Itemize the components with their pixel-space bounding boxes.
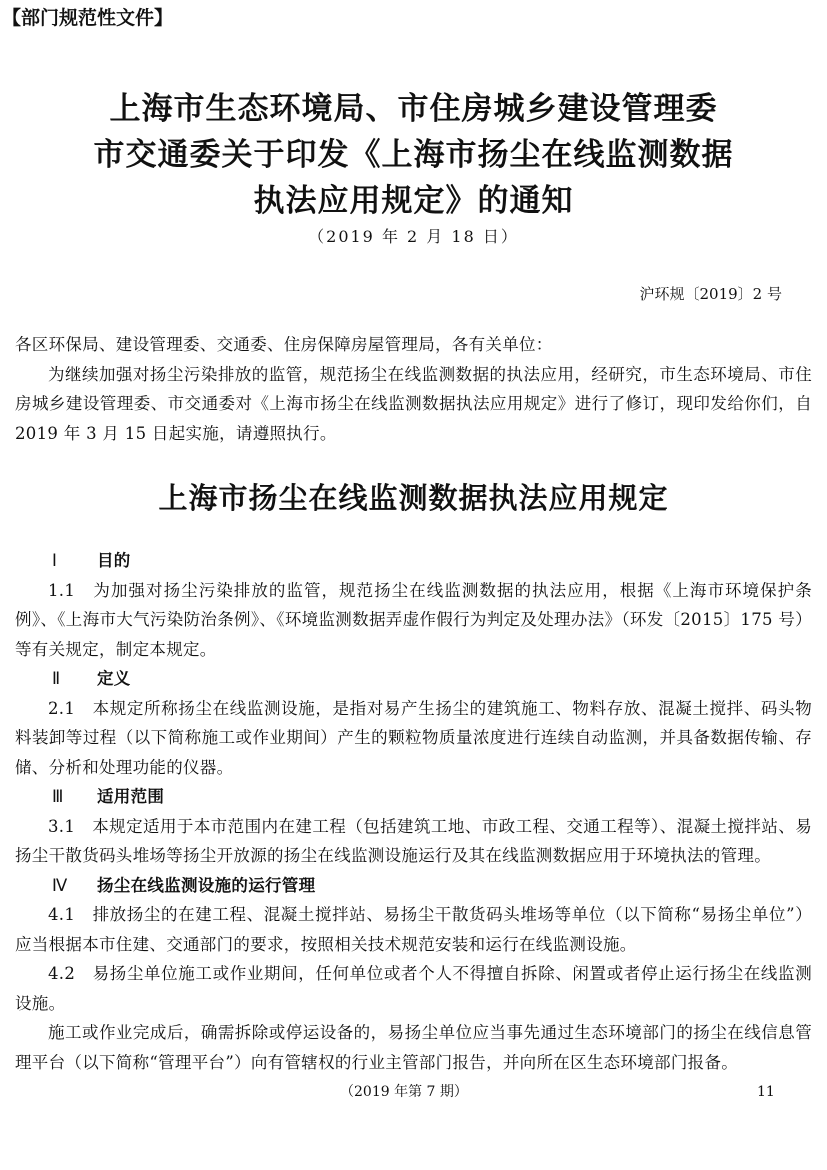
page-number: 11 <box>757 1084 775 1100</box>
section-title: 定义 <box>97 669 131 688</box>
regulation-title: 上海市扬尘在线监测数据执法应用规定 <box>158 481 669 515</box>
title-line: 执法应用规定》的通知 <box>253 183 574 219</box>
document-number: 沪环规〔2019〕2 号 <box>639 285 782 303</box>
notice-body <box>15 330 812 448</box>
issue-date: （2019 年 2 月 18 日） <box>308 227 519 246</box>
clause: 2.1 本规定所称扬尘在线监测设施，是指对易产生扬尘的建筑施工、物料存放、混凝土搅拌、码头物料装卸等过程（以下简称施工或作业期间）产生的颗粒物质量浓度进行连续自动监测，并具备数据传输、存储、分析和处理功能的仪器。 <box>15 698 812 777</box>
section-heading <box>15 664 812 694</box>
page-footer <box>15 1081 812 1103</box>
clause: 4.1 排放扬尘的在建工程、混凝土搅拌站、易扬尘干散货码头堆场等单位（以下简称“易扬尘单位”）应当根据本市住建、交通部门的要求，按照相关技术规范安装和运行在线监测设施。 <box>15 905 812 954</box>
intro-paragraph: 为继续加强对扬尘污染排放的监管，规范扬尘在线监测数据的执法应用，经研究，市生态环境局、市住房城乡建设管理委、市交通委对《上海市扬尘在线监测数据执法应用规定》进行了修订，现印发给你们，自 2019 年 3 月 15 日起实施，请遵照执行。 <box>15 364 812 443</box>
section-title: 扬尘在线监测设施的运行管理 <box>97 875 316 895</box>
title-line: 上海市生态环境局、市住房城乡建设管理委 <box>109 91 718 127</box>
title-line: 市交通委关于印发《上海市扬尘在线监测数据 <box>93 137 734 173</box>
regulation-body <box>15 546 812 1077</box>
section-title: 适用范围 <box>97 787 165 806</box>
clause: 1.1 为加强对扬尘污染排放的监管，规范扬尘在线监测数据的执法应用，根据《上海市环境保护条例》、《上海市大气污染防治条例》、《环境监测数据弄虚作假行为判定及处理办法》（环发〔2015〕175 号）等有关规定，制定本规定。 <box>15 580 812 659</box>
section-number: Ⅰ <box>52 551 58 570</box>
issue-number: （2019 年第 7 期） <box>340 1084 468 1100</box>
salutation: 各区环保局、建设管理委、交通委、住房保障房屋管理局，各有关单位： <box>15 335 553 354</box>
section-number: Ⅱ <box>52 669 61 688</box>
document-category-tag: 【部门规范性文件】 <box>2 7 174 29</box>
clause: 4.2 易扬尘单位施工或作业期间，任何单位或者个人不得擅自拆除、闲置或者停止运行扬尘在线监测设施。 <box>15 964 812 1013</box>
section-number: Ⅳ <box>52 875 68 895</box>
section-heading <box>15 546 812 576</box>
section-heading <box>15 782 812 812</box>
notice-title <box>15 86 812 224</box>
section-title: 目的 <box>97 551 131 570</box>
section-heading <box>15 871 812 901</box>
section-number: Ⅲ <box>52 787 64 806</box>
clause: 3.1 本规定适用于本市范围内在建工程（包括建筑工地、市政工程、交通工程等）、混凝土搅拌站、易扬尘干散货码头堆场等扬尘开放源的扬尘在线监测设施运行及其在线监测数据应用于环境执法的管理。 <box>15 816 812 865</box>
clause: 施工或作业完成后，确需拆除或停运设备的，易扬尘单位应当事先通过生态环境部门的扬尘在线信息管理平台（以下简称“管理平台”）向有管辖权的行业主管部门报告，并向所在区生态环境部门报备。 <box>15 1023 812 1072</box>
